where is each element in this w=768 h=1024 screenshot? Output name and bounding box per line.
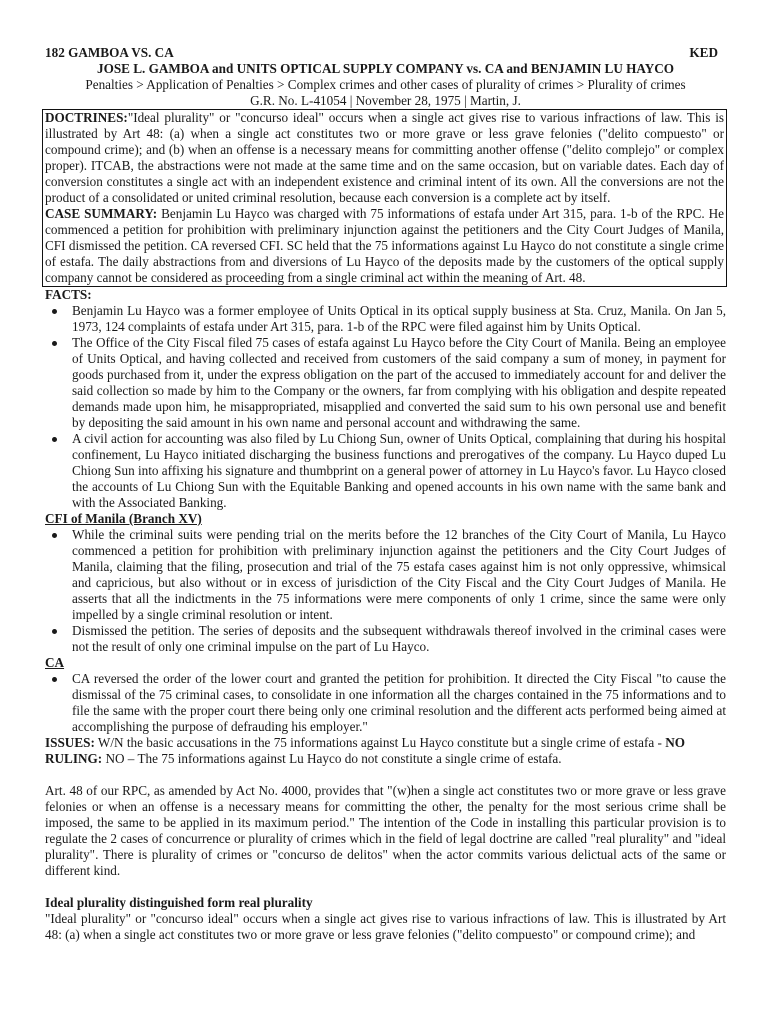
cfi-heading: CFI of Manila (Branch XV) (45, 511, 202, 526)
issues-answer: NO (665, 735, 685, 750)
cfi-item (72, 527, 726, 623)
case-summary-text: Benjamin Lu Hayco was charged with 75 informations of estafa under Art 315, para. 1-b of the RPC. He commenced a petition for prohibition with preliminary injunction against the petitioners and the City Court Judges of Manila, CFI dismissed the petition. CA reversed CFI. SC held that the 75 informations against Lu Hayco do not constitute a single crime of estafa. The daily abstractions from and diversions of Lu Hayco of the deposits made by the customers of the optical supply company cannot be considered as proceeding from a single criminal act within the meaning of Art. 48. (45, 206, 725, 285)
case-title: JOSE L. GAMBOA and UNITS OPTICAL SUPPLY COMPANY vs. CA and BENJAMIN LU HAYCO (96, 61, 675, 76)
case-number-title: 182 GAMBOA VS. CA (45, 45, 174, 60)
issues-label: ISSUES: (45, 735, 95, 750)
bullet-icon (52, 629, 57, 634)
bullet-icon (52, 437, 57, 442)
doctrines-text: "Ideal plurality" or "concurso ideal" occurs when a single act gives rise to various infractions of law. This is illustrated by Art 48: (a) when a single act constitutes two or more grave or less grave felonies ("delito compuesto" or compound crime); and (b) when an offense is a necessary means for committing another offense ("delito complejo" or complex proper). ITCAB, the abstractions were not made at the same time and on the same occasion, but on variable dates. Each day of conversion constitutes a single act with an independent existence and criminal intent of its own. All the conversions are not the product of a consolidated or united criminal resolution, because each conversion is a complete act by itself. (45, 110, 724, 205)
ca-item-text: CA reversed the order of the lower court and granted the petition for prohibition. It directed the City Fiscal "to cause the dismissal of the 75 criminal cases, to consolidate in one information all the charges contained in the 75 informations and to file the same with the proper court there being only one criminal resolution and the different acts performed being aimed at accomplishing the purpose of defrauding his employer." (72, 671, 726, 734)
cfi-item-text: While the criminal suits were pending trial on the merits before the 12 branches of the City Court of Manila, Lu Hayco commenced a petition for prohibition with preliminary injunction against the petitioners and the City Court Judges of Manila, claiming that the filing, prosecution and trial of the 75 estafa cases against him is not only oppressive, whimsical and capricious, but also without or in excess of jurisdiction of the City Fiscal and the City Court Judges of Manila. He asserts that all the indictments in the 75 informations were mere components of only 1 crime, since the same were only impelled by a single criminal resolution or intent. (72, 527, 726, 622)
facts-list (45, 303, 726, 511)
case-summary-label: CASE SUMMARY: (45, 206, 158, 221)
doctrines-label: DOCTRINES: (45, 110, 128, 125)
page-header (45, 45, 726, 61)
ca-heading: CA (45, 655, 65, 670)
fact-item-text: A civil action for accounting was also filed by Lu Chiong Sun, owner of Units Optical, complaining that during his hospital confinement, Lu Hayco initiated discharging the business functions and prerogatives of the company. Lu Hayco duped Lu Chiong Sun into affixing his signature and thumbprint on a general power of attorney in Lu Hayco's favor. Lu Hayco closed the accounts of Lu Chiong Sun with the Equitable Banking and opened accounts in his own name with the same bank and with the Associated Banking. (72, 431, 726, 510)
fact-item (72, 335, 726, 431)
ruling-line (45, 751, 726, 767)
fact-item (72, 303, 726, 335)
ca-item (72, 671, 726, 735)
ruling-label: RULING: (45, 751, 103, 766)
bullet-icon (52, 341, 57, 346)
bullet-icon (52, 309, 57, 314)
topic-breadcrumb: Penalties > Application of Penalties > Complex crimes and other cases of plurality of crimes > Plurality of crimes (85, 77, 686, 92)
case-citation: G.R. No. L-41054 | November 28, 1975 | Martin, J. (250, 93, 521, 108)
case-summary-paragraph (45, 206, 724, 286)
issues-text: W/N the basic accusations in the 75 informations against Lu Hayco constitute but a single crime of estafa - (97, 735, 662, 750)
fact-item (72, 431, 726, 511)
doctrines-paragraph (45, 110, 724, 206)
cfi-item (72, 623, 726, 655)
ideal-plurality-subheading: Ideal plurality distinguished form real plurality (45, 895, 313, 910)
fact-item-text: Benjamin Lu Hayco was a former employee of Units Optical in its optical supply business at Sta. Cruz, Manila. On Jan 5, 1973, 124 complaints of estafa under Art 315, para. 1-b of the RPC were filed against him by Units Optical. (72, 303, 726, 334)
cfi-item-text: Dismissed the petition. The series of deposits and the subsequent withdrawals thereof involved in the criminal cases were not the result of only one criminal impulse on the part of Lu Hayco. (72, 623, 726, 654)
ruling-text: NO – The 75 informations against Lu Hayco do not constitute a single crime of estafa. (105, 751, 562, 766)
fact-item-text: The Office of the City Fiscal filed 75 cases of estafa against Lu Hayco before the City Court of Manila. Being an employee of Units Optical, and having collected and received from customers of the said company a sum of money, in payment for goods purchased from it, under the express obligation on the part of the accused to immediately account for and deliver the said collection so made by him to the Company or the owners, far from complying with his obligation and despite repeated demands made upon him, he misappropriated, misapplied and converted the said sum to his own personal use and benefit by depositing the said amount in his own name and personal account and withdrawing the same. (72, 335, 726, 430)
cfi-list (45, 527, 726, 655)
document-body (45, 45, 726, 943)
ca-list (45, 671, 726, 735)
summary-box (42, 109, 727, 287)
facts-label: FACTS: (45, 287, 92, 302)
digest-author-initials: KED (689, 45, 718, 60)
ideal-plurality-paragraph: "Ideal plurality" or "concurso ideal" occurs when a single act gives rise to various infractions of law. This is illustrated by Art 48: (a) when a single act constitutes two or more grave or less grave felonies ("delito compuesto" or compound crime); and (45, 911, 726, 942)
issues-line (45, 735, 726, 751)
art48-paragraph: Art. 48 of our RPC, as amended by Act No. 4000, provides that "(w)hen a single act constitutes two or more grave or less grave felonies or when an offense is a necessary means for committing the other, the penalty for the most serious crime shall be imposed, the same to be applied in its maximum period." The intention of the Code in installing this particular provision is to regulate the 2 cases of concurrence or plurality of crimes which in the field of legal doctrine are called "real plurality" and "ideal plurality". There is plurality of crimes or "concurso de delitos" when the actor commits various delictual acts of the same or different kind. (45, 783, 726, 878)
bullet-icon (52, 677, 57, 682)
bullet-icon (52, 533, 57, 538)
